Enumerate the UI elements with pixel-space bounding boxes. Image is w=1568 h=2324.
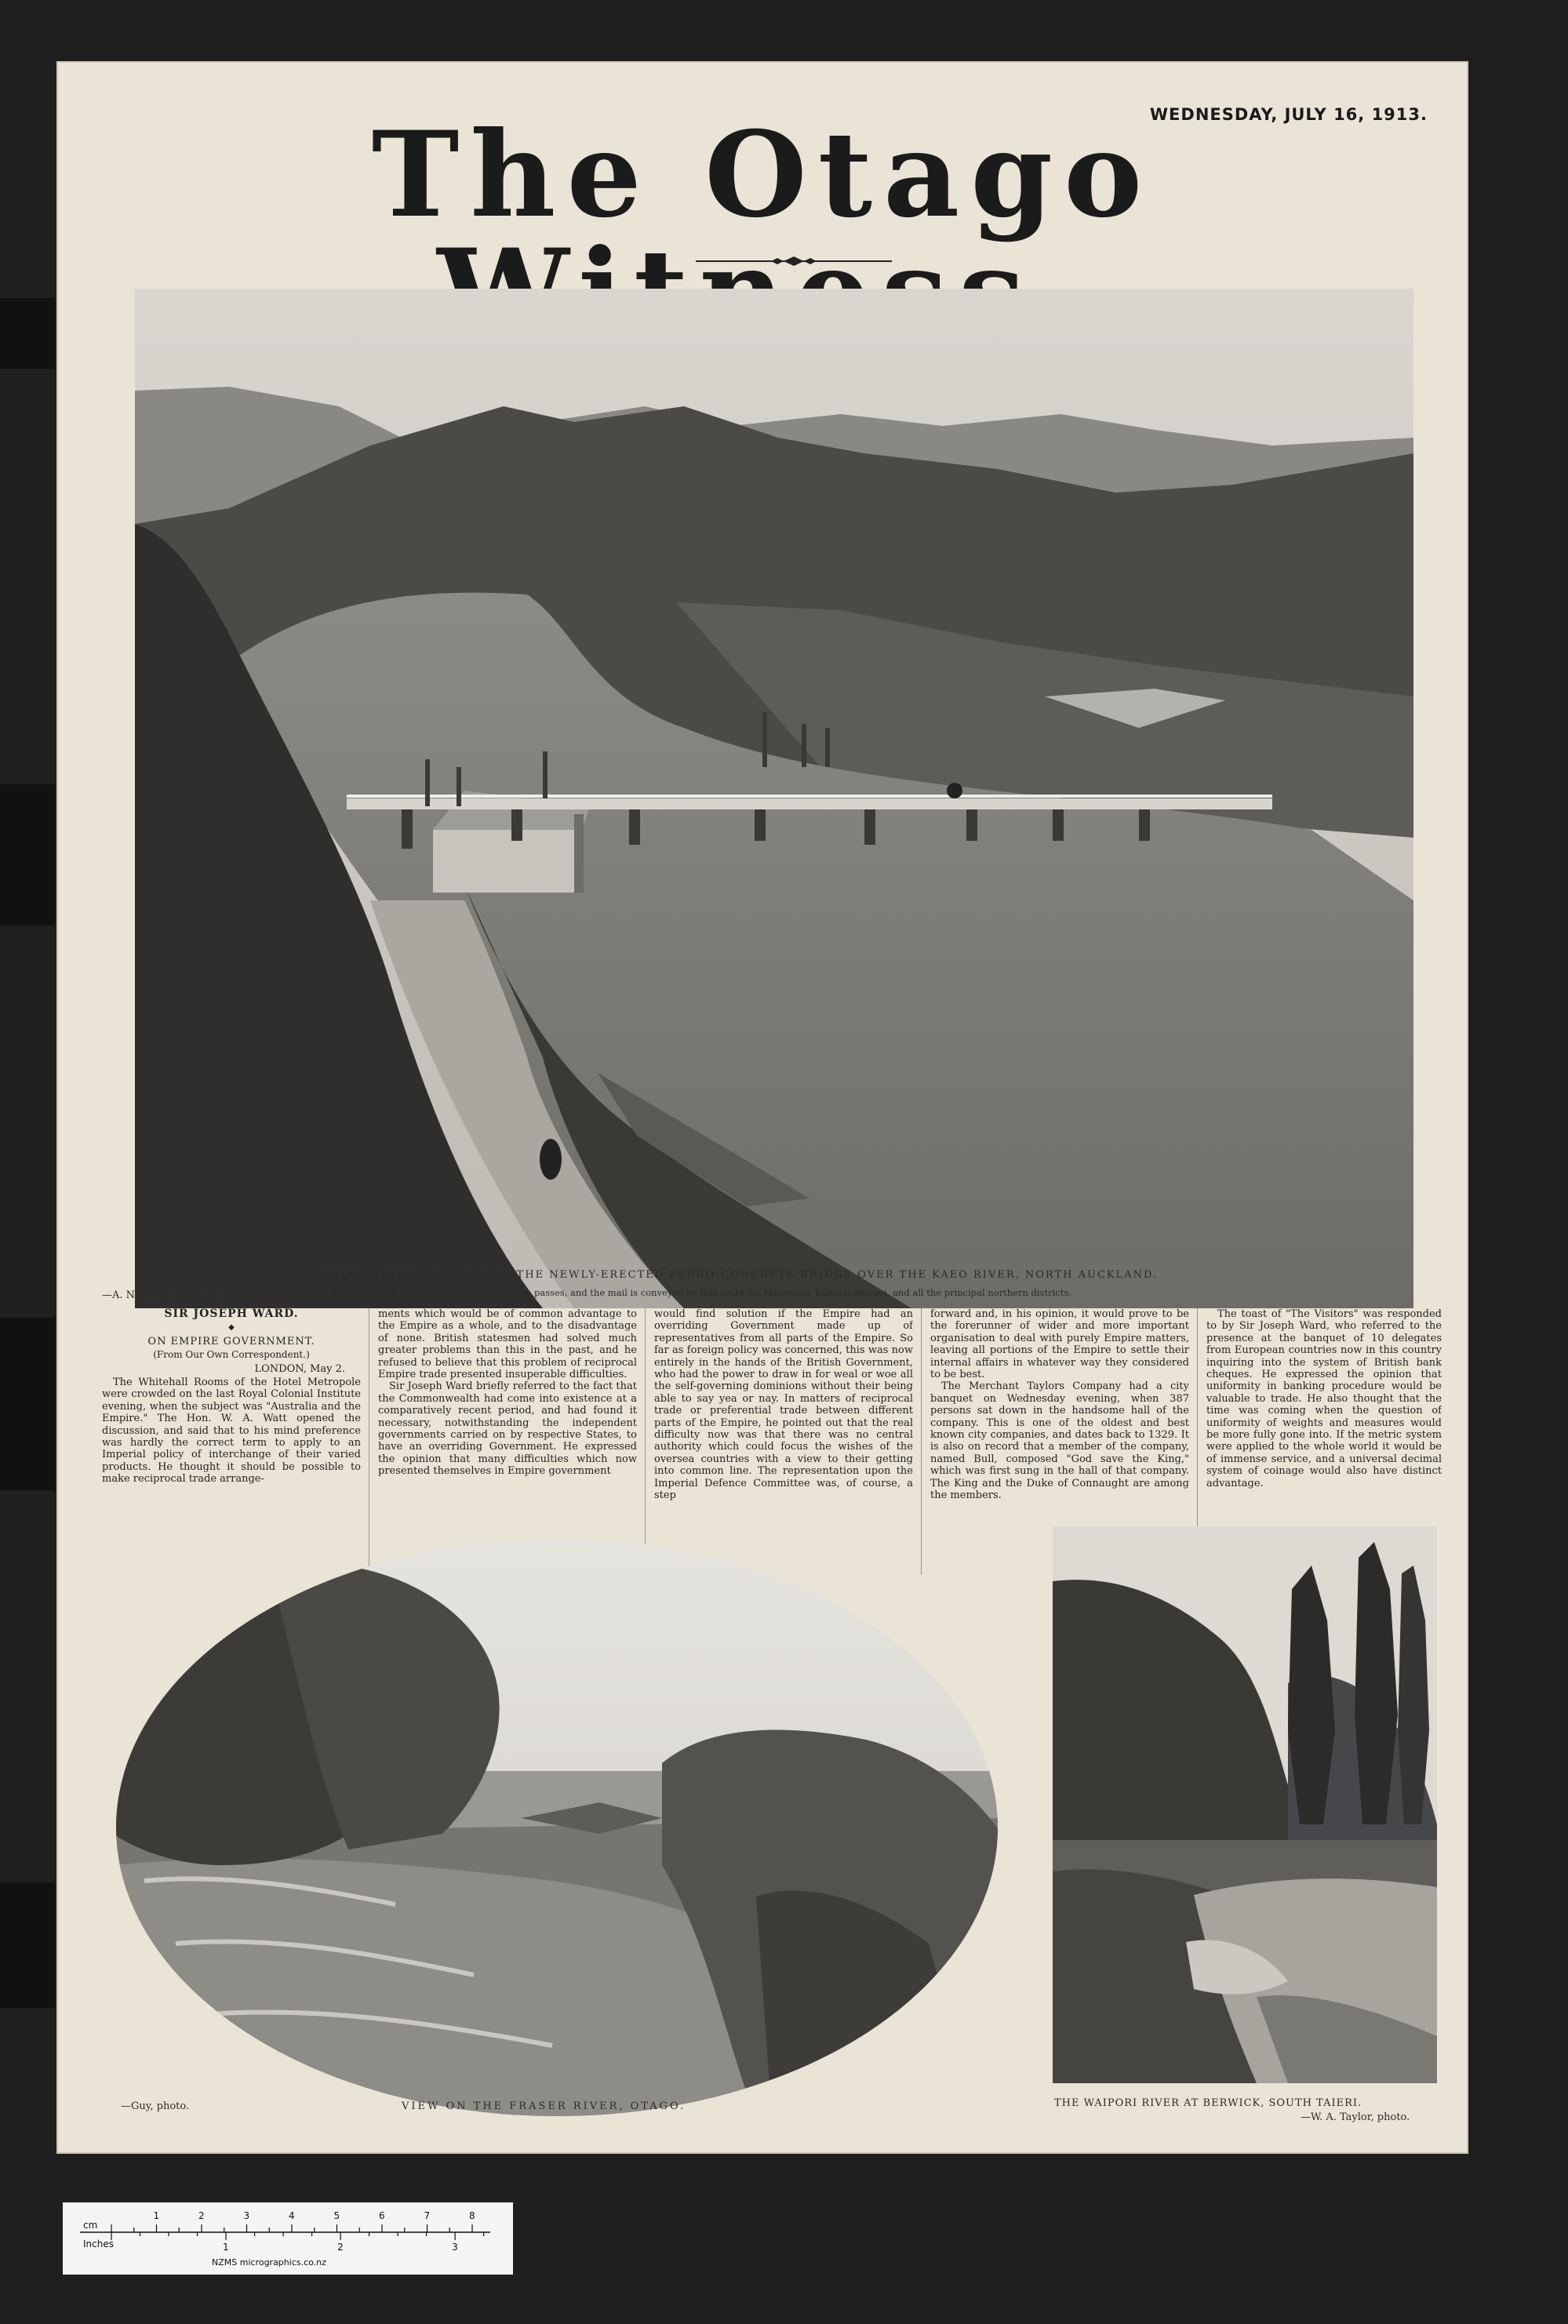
cm-tick-label: 8 [469, 2210, 475, 2221]
waipori-photo-caption: THE WAIPORI RIVER AT BERWICK, SOUTH TAIERI. [1054, 2097, 1362, 2109]
ruler-inches-label: Inches [83, 2239, 114, 2249]
cm-tick-label: 6 [379, 2210, 385, 2221]
heading-ornament: ◆ [228, 1323, 235, 1333]
article-heading: SIR JOSEPH WARD. [164, 1308, 299, 1320]
waipori-photo-credit: —W. A. Taylor, photo. [1301, 2111, 1410, 2123]
cm-tick-label: 1 [153, 2210, 160, 2221]
article-dateline: LONDON, May 2. [254, 1362, 345, 1375]
photo-waipori-river [1053, 1526, 1437, 2083]
article-column-2 [378, 1308, 637, 1575]
ruler-cm-label: cm [83, 2220, 98, 2231]
issue-date: WEDNESDAY, JULY 16, 1913. [1149, 105, 1428, 124]
article-paragraph: would find solution if the Empire had an overriding Government made up of representatives from all parts of the Empire. So far as foreign policy was concerned, this was now entirely in the hands of the British Government, who had the power to draw in for weal or woe all the self-governing dominions without their being able to say yea or nay. In matters of reciprocal trade or preferential trade between different parts of the Empire, he pointed out that the real difficulty now was that there was no central authority which could focus the wishes of the oversea countries with a view to their getting into common line. The representation upon the Imperial Defence Committee was, of course, a step [654, 1308, 913, 1502]
article-paragraph: Sir Joseph Ward briefly referred to the fact that the Commonwealth had come into existence at a comparatively recent period, and had found it necessary, notwithstanding the independent governments carried on by respective States, to have an overriding Government. He expressed the opinion that many difficulties which now presented themselves in Empire government [378, 1380, 637, 1478]
scale-ruler [63, 2202, 513, 2275]
film-tab-2 [0, 784, 55, 926]
photo-fraser-river [113, 1536, 1001, 2119]
masthead-title: The Otago [371, 106, 1154, 244]
inch-tick-label: 1 [223, 2242, 229, 2253]
article-paragraph: The toast of "The Visitors" was responded to by Sir Joseph Ward, who referred to the presence at the banquet of 10 delegates from European countries now in this country inquiring into the system of British bank cheques. He expressed the opinion that uniformity in banking procedure would be valuable to trade. He also thought that the time was coming when the question of uniformity of weights and measures would be more fully gone into. If the metric system were applied to the whole world it would be of immense service, and a universal decimal system of coinage would also have distinct advantage. [1206, 1308, 1442, 1489]
cm-tick-label: 5 [333, 2210, 340, 2221]
newspaper-page [56, 61, 1468, 2154]
photo-kaeo-bridge [135, 289, 1413, 1308]
inch-tick-label: 3 [452, 2242, 458, 2253]
inch-tick-label: 2 [337, 2242, 344, 2253]
top-photo-caption: LINKING UP THE FAR NORTH: THE NEWLY-ERECTED FERRO-CONCRETE BRIDGE OVER THE KAEO RIVER, NORTH AUCKLAND. [307, 1269, 1159, 1281]
column-rule [921, 1308, 922, 1575]
masthead-ornament [696, 256, 892, 267]
film-tab-1 [0, 298, 55, 369]
article-paragraph: forward and, in his opinion, it would prove to be the forerunner of wider and more important organisation to deal with purely Empire matters, leaving all portions of the Empire to settle their internal affairs in whatever way they considered to be best. [930, 1308, 1189, 1381]
top-photo-credit: —A. Northwood, photo. [102, 1289, 224, 1301]
article-paragraph: The Whitehall Rooms of the Hotel Metropole were crowded on the last Royal Colonial Institute evening, when the subject was "Australia and the Empire." The Hon. W. A. Watt opened the discussion, and said that to his mind preference was hardly the correct term to apply to an Imperial policy of interchange of their varied products. He thought it should be possible to make reciprocal trade arrange- [102, 1377, 361, 1486]
article-paragraph: ments which would be of common advantage to the Empire as a whole, and to the disadvantage of none. British statesmen had solved much greater problems than this in the past, and he refused to believe that this problem of reciprocal Empire trade presented insuperable difficulties. [378, 1308, 637, 1381]
film-tab-4 [0, 1882, 55, 2008]
cm-tick-label: 7 [424, 2210, 431, 2221]
cm-tick-label: 3 [243, 2210, 250, 2221]
fraser-photo-caption: VIEW ON THE FRASER RIVER, OTAGO. [402, 2100, 686, 2112]
article-column-1 [102, 1308, 361, 1575]
cm-tick-label: 2 [198, 2210, 205, 2221]
article-paragraph: The Merchant Taylors Company had a city banquet on Wednesday evening, when 387 persons sat down in the handsome hall of the company. This is one of the oldest and best known city companies, and dates back to 1329. It is also on record that a member of the company, named Bull, composed "God save the King," which was first sung in the hall of that company. The King and the Duke of Connaught are among the members. [930, 1380, 1189, 1502]
article-column-3 [654, 1308, 913, 1575]
fraser-photo-credit: —Guy, photo. [121, 2100, 190, 2112]
film-tab-3 [0, 1318, 55, 1490]
article-subheading: ON EMPIRE GOVERNMENT. [147, 1335, 315, 1347]
cm-tick-label: 4 [289, 2210, 295, 2221]
ruler-brand: NZMS micrographics.co.nz [212, 2257, 326, 2268]
article-correspondent: (From Our Own Correspondent.) [153, 1349, 310, 1361]
column-rule [645, 1308, 646, 1575]
top-photo-subcaption: Over this bridge all the main traffic for the north passes, and the mail is conveyed by this route for Mangonui, Kaitaia, Awanui, and all the principal northern districts. [307, 1287, 1071, 1298]
